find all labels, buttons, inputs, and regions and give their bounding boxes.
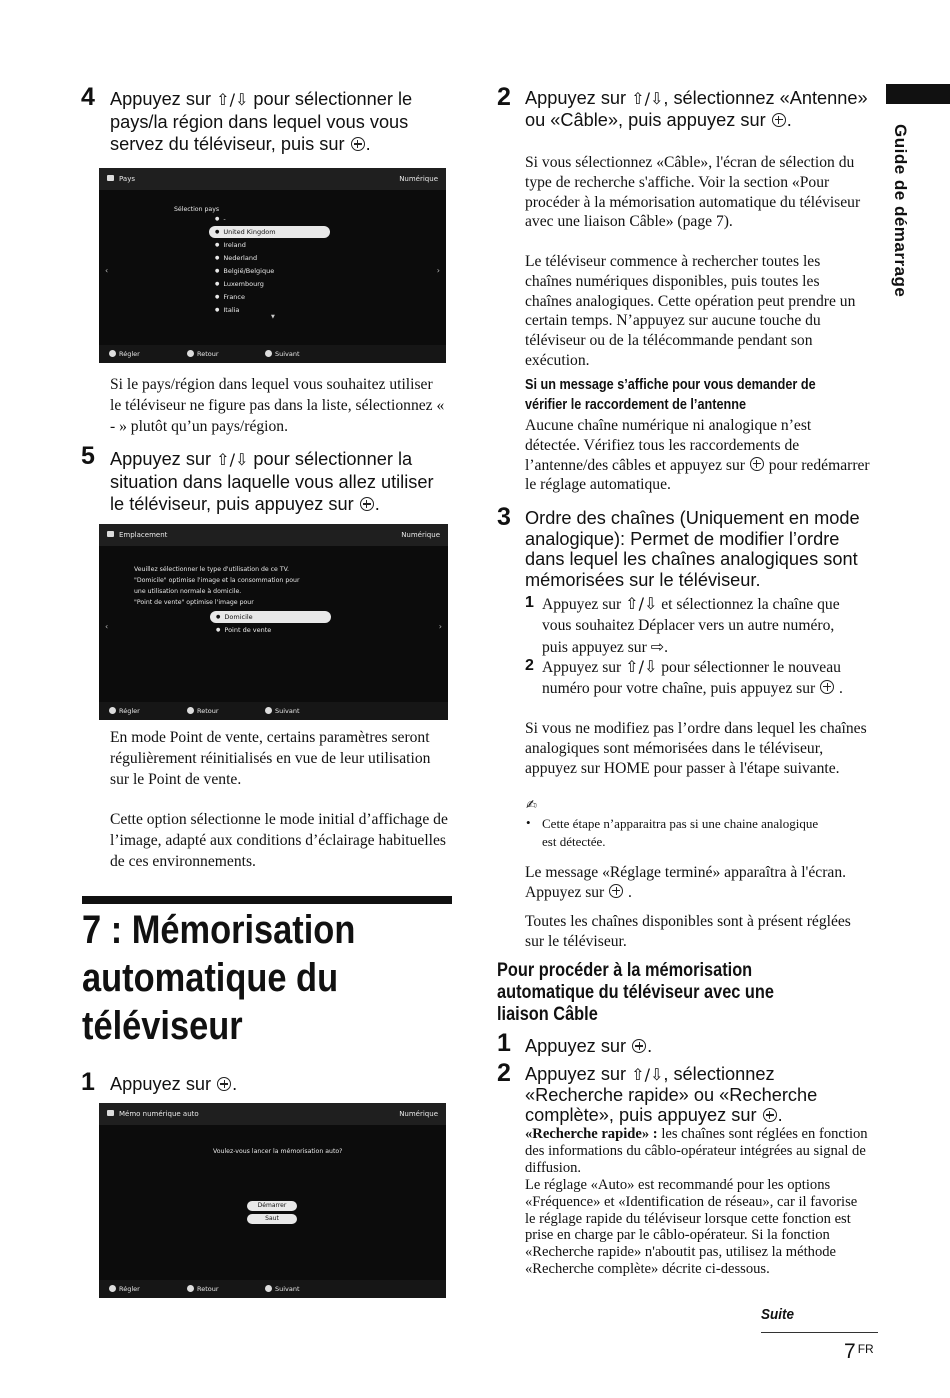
tv-footer <box>99 345 446 363</box>
footer-regler: Régler <box>109 345 140 363</box>
setup-done-paragraph <box>525 863 855 903</box>
tv-screen-pays <box>99 168 446 363</box>
country-item: ● Nederland <box>215 252 257 264</box>
cable-subhead-line-2: automatique du téléviseur avec une <box>497 982 774 1003</box>
setup-done-post: . <box>624 883 632 901</box>
tv-title: Mémo numérique auto <box>119 1110 199 1118</box>
search-info-paragraph: Le téléviseur commence à rechercher toutes les chaînes numériques disponibles, puis toutes les chaînes analogiques. Cette opération peut prendre un certain temps. N’appuyez sur aucune touche du téléviseur ou de la télécommande pendant son exécution. <box>525 253 856 369</box>
footer-suivant: Suivant <box>265 345 300 363</box>
up-down-arrow-icon: ⇧/⇩ <box>631 1065 664 1084</box>
tv-header <box>99 168 446 190</box>
right-arrow-icon: › <box>438 622 442 631</box>
sub-step-2-pre: Appuyez sur <box>542 659 626 676</box>
sub-step-1-post: . <box>664 638 669 656</box>
country-item: ● - <box>215 213 226 225</box>
cable-step-2-mid: , sélectionnez «Recherche rapide» ou «Recherche complète», puis appuyez sur <box>525 1064 818 1125</box>
note-step-4: Si le pays/région dans lequel vous souhaitez utiliser le téléviseur ne figure pas dans la liste, sélectionnez « - » plutôt qu’un pays/région. <box>110 376 445 435</box>
antenna-subhead-line-1: Si un message s’affiche pour vous demander de <box>525 377 816 393</box>
chapter-title-line-2: automatique du <box>82 956 339 1000</box>
step-5-post: . <box>374 494 380 514</box>
footer-regler: Régler <box>109 1280 140 1298</box>
right-arrow-icon: ⇨ <box>650 636 665 656</box>
country-item: ● Luxembourg <box>215 278 264 290</box>
sub-step-1-text <box>542 594 862 658</box>
step-4-text <box>110 88 440 155</box>
setup-done-pre: Le message «Réglage terminé» apparaîtra à l'écran. Appuyez sur <box>525 864 847 901</box>
step-1-number: 1 <box>81 1068 95 1096</box>
footer-retour: Retour <box>187 345 219 363</box>
enter-button-icon <box>217 1077 231 1091</box>
location-item: ● Point de vente <box>216 624 271 636</box>
enter-button-icon <box>772 113 786 127</box>
step-1-text <box>110 1073 440 1095</box>
right-step-2-text <box>525 88 870 130</box>
enter-button-icon <box>763 1108 777 1122</box>
location-item-selected: ● Domicile <box>210 611 331 623</box>
page-language: FR <box>857 1342 874 1356</box>
quick-search-label: «Recherche rapide» : <box>525 1126 658 1142</box>
right-step-2-number: 2 <box>497 83 511 111</box>
footer-rule <box>761 1332 878 1333</box>
location-text-line: une utilisation normale à domicile. <box>134 588 242 595</box>
cable-step-2-number: 2 <box>497 1059 511 1087</box>
sub-step-1-mid: et sélectionnez la chaîne que vous souhaitez Déplacer vers un autre numéro, puis appuyez sur <box>542 596 840 656</box>
enter-button-icon <box>360 497 374 511</box>
home-skip-paragraph: Si vous ne modifiez pas l’ordre dans lequel les chaînes analogiques sont mémorisées dans le téléviseur, appuyez sur HOME pour passer à l'étape suivante. <box>525 720 867 777</box>
tv-title: Emplacement <box>119 531 168 539</box>
step-4-post: . <box>365 134 371 154</box>
step-1-post: . <box>232 1074 238 1094</box>
enter-button-icon <box>820 680 834 694</box>
location-text-line: "Point de vente" optimise l'image pour <box>134 599 254 606</box>
cable-step-1-pre: Appuyez sur <box>525 1036 632 1056</box>
footer-regler: Régler <box>109 702 140 720</box>
tv-header <box>99 1103 446 1125</box>
country-item: ● Italia <box>215 304 239 316</box>
tv-screen-memo-auto <box>99 1103 446 1298</box>
step-4-mid: pour sélectionner le pays/la région dans lequel vous vous servez du téléviseur, puis sur <box>110 89 413 154</box>
sub-step-1-number: 1 <box>525 594 534 611</box>
right-step-2-pre: Appuyez sur <box>525 88 632 108</box>
antenna-check-post: pour redémarrer le réglage automatique. <box>525 456 870 494</box>
enter-button-icon <box>609 884 623 898</box>
sub-step-2-mid: pour sélectionner le nouveau numéro pour votre chaîne, puis appuyez sur <box>542 659 841 697</box>
note-pencil-icon: ✍ <box>526 798 537 813</box>
sub-step-1-pre: Appuyez sur <box>542 596 626 613</box>
cable-step-1-text <box>525 1035 855 1057</box>
up-down-arrow-icon: ⇧/⇩ <box>216 450 249 469</box>
right-step-2-post: . <box>786 109 792 130</box>
country-heading: Sélection pays <box>174 206 220 213</box>
tv-screen-emplacement <box>99 524 448 720</box>
sub-step-2-number: 2 <box>525 657 534 674</box>
note-bullet-dot: • <box>526 815 531 830</box>
auto-setting-paragraph: Le réglage «Auto» est recommandé pour les options «Fréquence» et «Identification de réseau», car il favorise le réglage rapide du téléviseur lorsque cette fonction est prise en charge par le câblo-opérateur. Si la fonction «Recherche rapide» n'aboutit pas, utilisez la méthode «Recherche complète» décrite ci-dessous. <box>525 1177 858 1277</box>
left-arrow-icon: ‹ <box>105 265 109 275</box>
enter-button-icon <box>632 1039 646 1053</box>
cable-step-1-number: 1 <box>497 1029 511 1057</box>
toolbox-icon <box>107 1110 114 1116</box>
page-number-value: 7 <box>844 1340 856 1363</box>
sub-step-2-text <box>542 657 862 700</box>
footer-suivant: Suivant <box>265 1280 300 1298</box>
tv-mode: Numérique <box>401 531 440 539</box>
cable-step-2-text <box>525 1064 870 1125</box>
tv-footer <box>99 1280 446 1298</box>
cable-step-1-post: . <box>647 1036 653 1056</box>
sub-step-2-post: . <box>835 679 843 697</box>
toolbox-icon <box>107 175 114 181</box>
country-item: ● France <box>215 291 245 303</box>
right-step-2-mid: , sélectionnez «Antenne» ou «Câble», puis appuyez sur <box>525 88 868 130</box>
tv-title: Pays <box>119 175 135 183</box>
country-item-selected: ● United Kingdom <box>209 226 330 238</box>
antenna-check-pre: Aucune chaîne numérique ni analogique n’est détectée. Vérifiez tous les raccordements de l’antenne/des câbles et appuyez sur <box>525 417 812 474</box>
step-5-pre: Appuyez sur <box>110 449 217 469</box>
up-down-arrow-icon: ⇧/⇩ <box>625 657 658 676</box>
cable-step-2-pre: Appuyez sur <box>525 1064 632 1084</box>
footer-retour: Retour <box>187 702 219 720</box>
quick-search-paragraph <box>525 1126 870 1176</box>
location-text-line: "Domicile" optimise l'image et la consommation pour <box>134 577 300 584</box>
note-step-5b: Cette option sélectionne le mode initial d’affichage de l’image, adapté aux conditions d’éclairage habituelles de ces environnements. <box>110 811 448 870</box>
chapter-title-line-1: 7 : Mémorisation <box>82 908 356 952</box>
step-5-mid: pour sélectionner la situation dans laquelle vous allez utiliser le téléviseur, puis appuyez sur <box>110 449 434 514</box>
right-step-3-text: Ordre des chaînes (Uniquement en mode analogique): Permet de modifier l’ordre dans lequel les chaînes analogiques sont mémorisées sur le téléviseur. <box>525 508 860 590</box>
antenna-subhead-line-2: vérifier le raccordement de l’antenne <box>525 397 747 413</box>
antenna-check-paragraph <box>525 416 870 495</box>
country-item: ● Ireland <box>215 239 246 251</box>
right-arrow-icon: › <box>436 265 440 275</box>
tv-footer <box>99 702 448 720</box>
enter-button-icon <box>351 137 365 151</box>
page-number <box>844 1340 874 1364</box>
up-down-arrow-icon: ⇧/⇩ <box>216 90 249 109</box>
left-arrow-icon: ‹ <box>105 622 109 631</box>
memo-question: Voulez-vous lancer la mémorisation auto? <box>213 1148 343 1155</box>
tv-mode: Numérique <box>399 175 438 183</box>
start-button: Démarrer <box>247 1201 297 1211</box>
scroll-down-icon: ▼ <box>271 314 275 320</box>
enter-button-icon <box>750 457 764 471</box>
footer-suivant: Suivant <box>265 702 300 720</box>
quick-search-text: les chaînes sont réglées en fonction des informations du câblo-opérateur intégrées au signal de diffusion. <box>525 1126 868 1176</box>
tv-header <box>99 524 448 546</box>
footer-retour: Retour <box>187 1280 219 1298</box>
side-tab-bar <box>886 84 950 104</box>
up-down-arrow-icon: ⇧/⇩ <box>631 89 664 108</box>
note-bullet-text: Cette étape n’apparaitra pas si une chaine analogique est détectée. <box>542 816 819 849</box>
toolbox-icon <box>107 531 114 537</box>
up-down-arrow-icon: ⇧/⇩ <box>625 594 658 613</box>
step-5-number: 5 <box>81 442 95 470</box>
cable-subhead-line-1: Pour procéder à la mémorisation <box>497 960 753 981</box>
note-step-5a: En mode Point de vente, certains paramètres seront régulièrement réinitialisés en vue de leur utilisation sur le Point de vente. <box>110 729 431 788</box>
side-tab-label: Guide de démarrage <box>891 124 910 298</box>
chapter-title-line-3: téléviseur <box>82 1004 243 1048</box>
chapter-rule <box>82 896 452 904</box>
step-5-text <box>110 448 450 515</box>
continued-label: Suite <box>761 1306 795 1323</box>
cable-step-2-post: . <box>777 1105 783 1125</box>
channels-set-paragraph: Toutes les chaînes disponibles sont à présent réglées sur le téléviseur. <box>525 913 851 950</box>
step-4-pre: Appuyez sur <box>110 89 217 109</box>
step-1-pre: Appuyez sur <box>110 1074 217 1094</box>
right-step-3-number: 3 <box>497 503 511 531</box>
cable-subhead-line-3: liaison Câble <box>497 1004 598 1025</box>
cable-info-paragraph: Si vous sélectionnez «Câble», l'écran de sélection du type de recherche s'affiche. Voir la section «Pour procéder à la mémorisation automatique du téléviseur avec une liaison Câble» (page 7). <box>525 154 861 231</box>
country-item: ● België/Belgique <box>215 265 274 277</box>
step-4-number: 4 <box>81 83 95 111</box>
location-text-line: Veuillez sélectionner le type d'utilisation de ce TV. <box>134 566 290 573</box>
skip-button: Saut <box>247 1214 297 1224</box>
tv-mode: Numérique <box>399 1110 438 1118</box>
